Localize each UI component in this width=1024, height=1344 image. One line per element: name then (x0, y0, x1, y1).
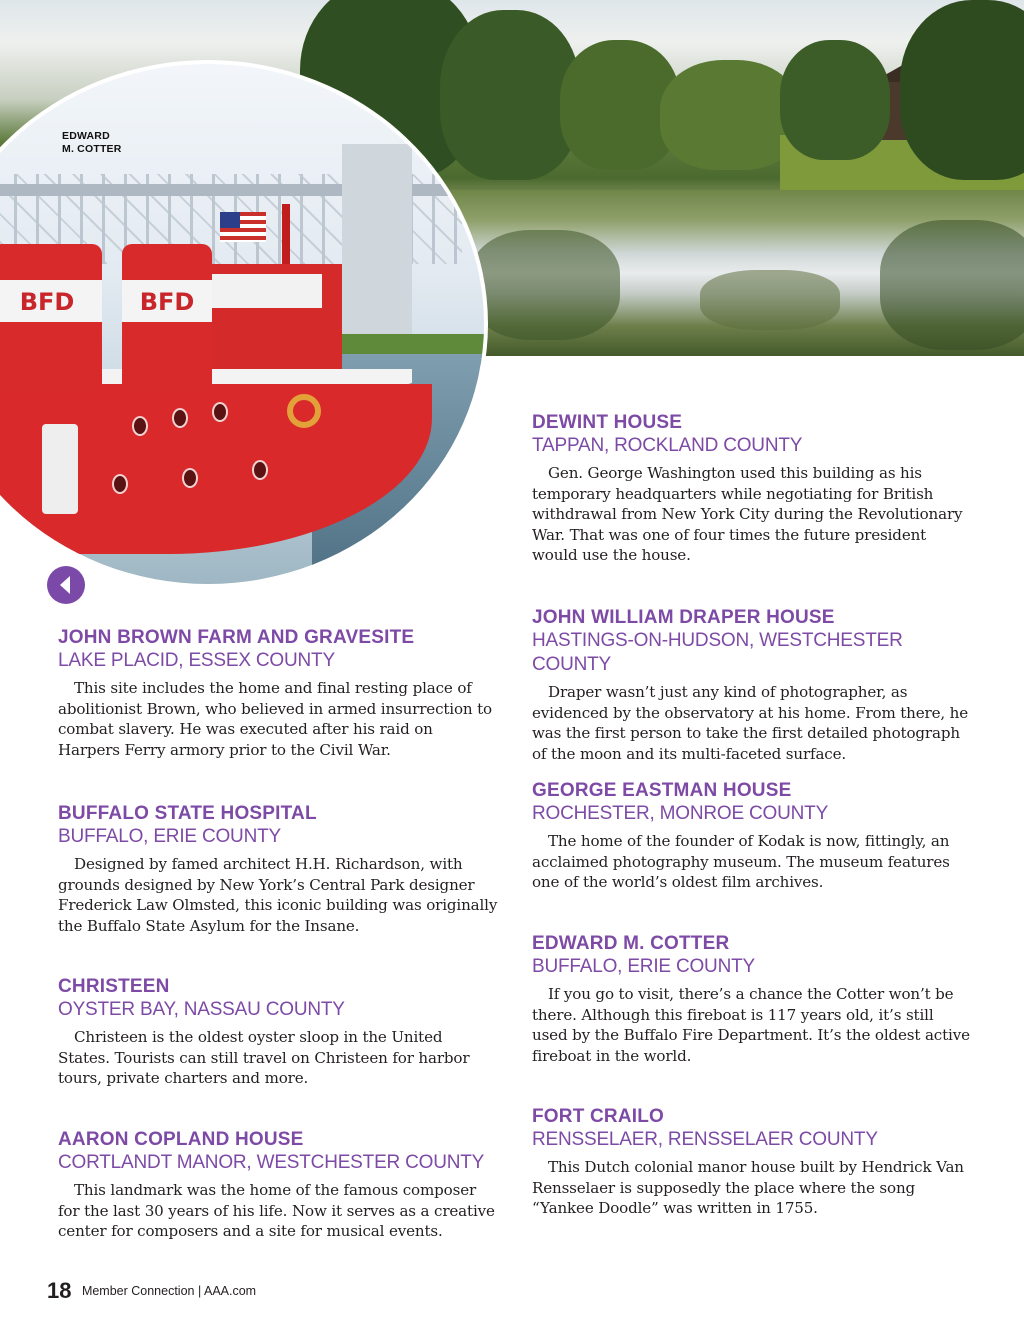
entry-title: BUFFALO STATE HOSPITAL (58, 803, 317, 824)
entry-location: ROCHESTER, MONROE COUNTY (532, 803, 829, 824)
boat-stack: BFD (0, 244, 102, 394)
entry-location: BUFFALO, ERIE COUNTY (58, 826, 281, 847)
entry-body: If you go to visit, there’s a chance the Cotter won’t be there. Although this fireboat is 117 years old, it’s still used by the Buffalo Fire Department. It’s the oldest active fireboat in the world. (532, 985, 970, 1065)
entry-george-eastman-house (532, 779, 972, 893)
entry-title: EDWARD M. COTTER (532, 933, 730, 954)
entry-location: CORTLANDT MANOR, WESTCHESTER COUNTY (58, 1152, 485, 1173)
entry-body: The home of the founder of Kodak is now, fittingly, an acclaimed photography museum. The museum features one of the world’s oldest film archives. (532, 832, 950, 892)
entry-dewint-house (532, 411, 972, 566)
publication-name: Member Connection | AAA.com (81, 1284, 257, 1298)
entry-title: FORT CRAILO (532, 1106, 665, 1127)
entry-location: OYSTER BAY, NASSAU COUNTY (58, 999, 345, 1020)
boat-stack: BFD (122, 244, 212, 394)
entry-title: JOHN BROWN FARM AND GRAVESITE (58, 627, 415, 648)
life-ring (287, 394, 321, 428)
chevron-left-icon (47, 566, 85, 604)
entry-location: TAPPAN, ROCKLAND COUNTY (532, 435, 803, 456)
entry-body: Gen. George Washington used this building as his temporary headquarters while negotiating for British withdrawal from New York City during the Revolutionary War. That was one of four times the future president would use the house. (532, 464, 963, 565)
entry-fort-crailo (532, 1105, 972, 1219)
entry-body: This Dutch colonial manor house built by Hendrick Van Rensselaer is supposedly the place where the song “Yankee Doodle” was written in 1755. (532, 1158, 964, 1218)
entry-location: HASTINGS-ON-HUDSON, WESTCHESTER COUNTY (532, 630, 903, 675)
entry-location: RENSSELAER, RENSSELAER COUNTY (532, 1129, 878, 1150)
back-button[interactable] (47, 566, 85, 604)
entry-john-william-draper-house (532, 606, 972, 764)
page-footer (47, 1278, 256, 1304)
entry-location: BUFFALO, ERIE COUNTY (532, 956, 755, 977)
entry-aaron-copland-house (58, 1128, 498, 1242)
entry-title: CHRISTEEN (58, 976, 170, 997)
entry-title: DEWINT HOUSE (532, 412, 683, 433)
entry-john-brown-farm (58, 626, 498, 760)
entry-title: AARON COPLAND HOUSE (58, 1129, 304, 1150)
entry-body: This landmark was the home of the famous composer for the last 30 years of his life. Now it serves as a creative center for composers and a site for musical events. (58, 1181, 495, 1241)
entry-location: LAKE PLACID, ESSEX COUNTY (58, 650, 335, 671)
entry-christeen (58, 975, 498, 1089)
entry-buffalo-state-hospital (58, 802, 498, 936)
entry-title: GEORGE EASTMAN HOUSE (532, 780, 792, 801)
entry-body: Designed by famed architect H.H. Richardson, with grounds designed by New York’s Central Park designer Frederick Law Olmsted, this iconic building was originally the Buffalo State Asylum for the Insane. (58, 855, 498, 935)
entry-title: JOHN WILLIAM DRAPER HOUSE (532, 607, 835, 628)
entry-edward-m-cotter (532, 932, 972, 1066)
entry-body: Draper wasn’t just any kind of photographer, as evidenced by the observatory at his home. From there, he was the first person to take the first detailed photograph of the moon and its multi-faceted surface. (532, 683, 969, 763)
page-number: 18 (47, 1278, 72, 1303)
photo-caption: EDWARD M. COTTER (62, 130, 122, 155)
entry-body: Christeen is the oldest oyster sloop in the United States. Tourists can still travel on Christeen for harbor tours, private charters and more. (58, 1028, 470, 1088)
entry-body: This site includes the home and final resting place of abolitionist Brown, who believed in armed insurrection to combat slavery. He was executed after his raid on Harpers Ferry armory prior to the Civil War. (58, 679, 492, 759)
